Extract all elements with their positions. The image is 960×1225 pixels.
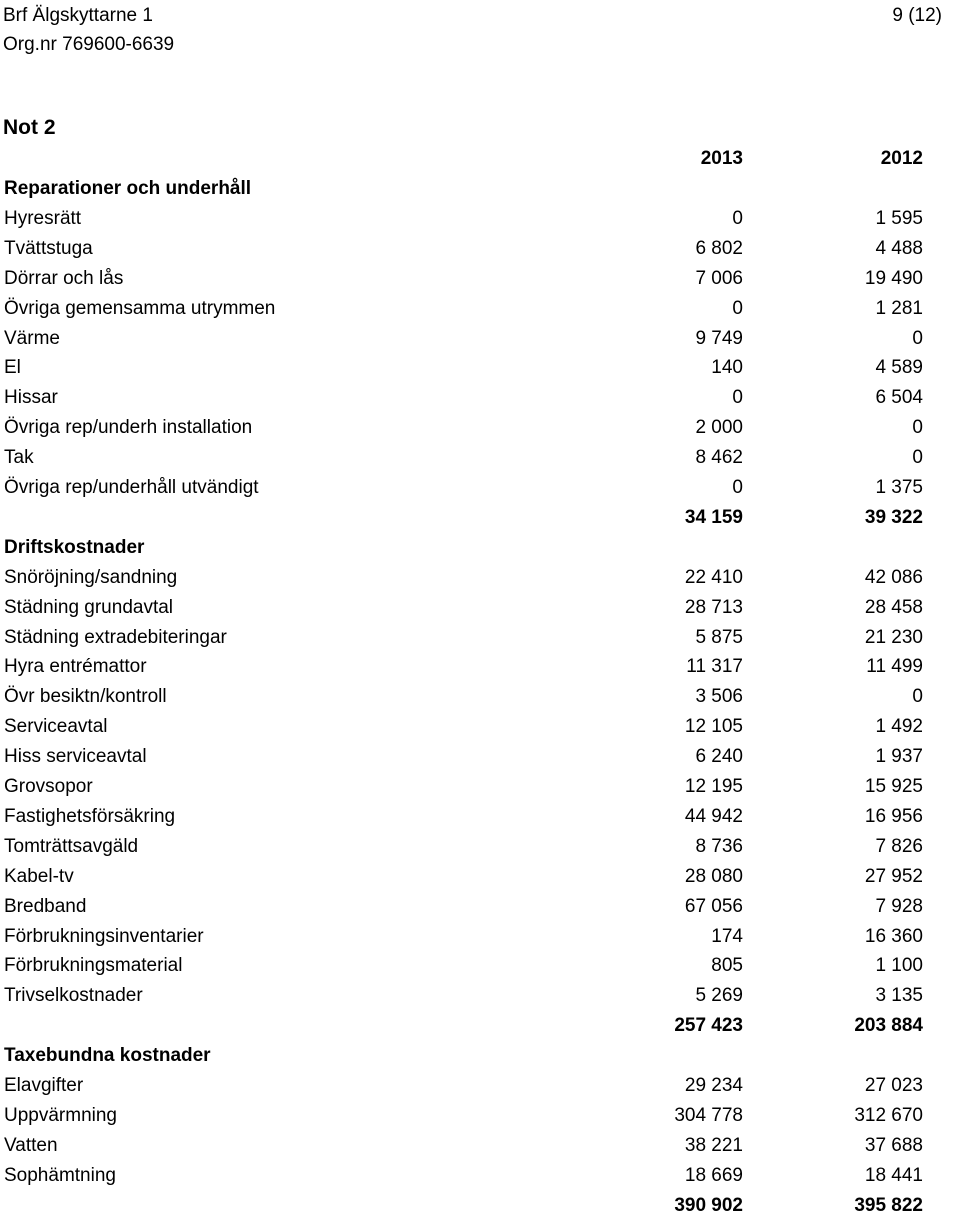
row-label: Hyra entrémattor [4, 656, 147, 678]
table-row [0, 1075, 960, 1105]
value-2012: 312 670 [854, 1104, 923, 1126]
row-label: Bredband [4, 895, 87, 917]
row-label: Hissar [4, 387, 58, 409]
year-2013-header: 2013 [700, 148, 743, 169]
row-label: Övr besiktn/kontroll [4, 686, 167, 708]
table-row [0, 357, 960, 387]
value-2013: 0 [732, 297, 743, 319]
table-row [0, 776, 960, 806]
section-title: Taxebundna kostnader [4, 1045, 211, 1067]
table-row [0, 716, 960, 746]
row-label: Tak [4, 447, 34, 469]
table-row [0, 1105, 960, 1135]
row-label: Övriga rep/underh installation [4, 417, 253, 439]
value-2013: 9 749 [695, 327, 743, 349]
value-2013: 6 240 [695, 746, 743, 768]
table-row [0, 926, 960, 956]
section-title-row [0, 178, 960, 208]
row-label: Hiss serviceavtal [4, 746, 147, 768]
total-2013: 257 423 [674, 1015, 743, 1037]
value-2013: 5 269 [695, 985, 743, 1007]
value-2013: 3 506 [695, 686, 743, 708]
row-label: Städning extradebiteringar [4, 626, 227, 648]
value-2013: 140 [711, 357, 743, 379]
value-2013: 12 195 [684, 776, 743, 797]
value-2012: 7 826 [875, 835, 923, 857]
table-row [0, 627, 960, 657]
value-2012: 4 589 [875, 357, 923, 379]
row-label: Trivselkostnader [4, 985, 143, 1007]
table-row [0, 806, 960, 836]
table-row [0, 896, 960, 926]
value-2012: 4 488 [875, 237, 923, 259]
table-row [0, 836, 960, 866]
row-label: Övriga rep/underhåll utvändigt [4, 477, 259, 498]
value-2012: 11 499 [866, 656, 923, 678]
row-label: Värme [4, 327, 60, 349]
value-2013: 2 000 [695, 417, 743, 439]
row-label: Förbrukningsinventarier [4, 925, 204, 947]
table-row [0, 387, 960, 417]
value-2013: 18 669 [684, 1164, 743, 1186]
row-label: Tvättstuga [4, 237, 93, 259]
year-2012-header: 2012 [880, 148, 923, 169]
table-row [0, 447, 960, 477]
value-2013: 28 080 [684, 865, 743, 887]
row-label: Övriga gemensamma utrymmen [4, 297, 276, 319]
table-row [0, 298, 960, 328]
table-row [0, 656, 960, 686]
value-2013: 11 317 [686, 656, 743, 678]
value-2012: 16 956 [864, 805, 923, 827]
row-label: Tomträttsavgäld [4, 835, 139, 857]
value-2012: 42 086 [864, 566, 923, 588]
value-2012: 1 281 [875, 297, 923, 319]
value-2013: 0 [732, 207, 743, 229]
total-2012: 395 822 [854, 1194, 923, 1216]
section-total-row [0, 1195, 960, 1225]
row-label: Vatten [4, 1134, 58, 1156]
total-2013: 390 902 [674, 1194, 743, 1216]
value-2013: 38 221 [684, 1134, 743, 1156]
page-number: 9 (12) [892, 5, 942, 26]
value-2012: 28 458 [864, 596, 923, 618]
table-row [0, 208, 960, 238]
value-2012: 16 360 [864, 925, 923, 947]
row-label: Serviceavtal [4, 716, 108, 738]
company-name: Brf Älgskyttarne 1 [3, 5, 153, 26]
value-2012: 21 230 [864, 626, 923, 648]
value-2012: 27 952 [864, 865, 923, 887]
value-2013: 12 105 [684, 716, 743, 738]
row-label: Hyresrätt [4, 207, 82, 229]
value-2012: 19 490 [864, 267, 923, 289]
row-label: Kabel-tv [4, 865, 74, 887]
section-title-row [0, 1045, 960, 1075]
row-label: Städning grundavtal [4, 596, 174, 618]
value-2012: 0 [912, 417, 923, 439]
value-2012: 18 441 [864, 1164, 923, 1186]
value-2013: 28 713 [684, 596, 743, 618]
section-title: Driftskostnader [4, 536, 145, 558]
row-label: Snöröjning/sandning [4, 566, 178, 588]
table-row [0, 238, 960, 268]
value-2013: 22 410 [684, 566, 743, 588]
value-2013: 304 778 [674, 1104, 743, 1126]
value-2013: 5 875 [695, 626, 743, 648]
total-2013: 34 159 [684, 506, 743, 528]
row-label: Fastighetsförsäkring [4, 805, 176, 827]
table-row [0, 477, 960, 507]
row-label: Förbrukningsmaterial [4, 955, 183, 977]
row-label: Dörrar och lås [4, 267, 124, 289]
value-2013: 44 942 [684, 805, 743, 827]
value-2012: 0 [912, 686, 923, 708]
value-2012: 37 688 [864, 1134, 923, 1156]
value-2012: 3 135 [875, 985, 923, 1007]
row-label: Grovsopor [4, 776, 93, 797]
table-row [0, 866, 960, 896]
value-2013: 7 006 [695, 267, 743, 289]
table-row [0, 1165, 960, 1195]
table-row [0, 417, 960, 447]
value-2013: 0 [732, 477, 743, 498]
org-number: Org.nr 769600-6639 [3, 34, 175, 55]
value-2013: 8 736 [695, 835, 743, 857]
value-2013: 0 [732, 387, 743, 409]
value-2012: 7 928 [875, 895, 923, 917]
table-row [0, 985, 960, 1015]
value-2012: 1 100 [875, 955, 923, 977]
section-title-row [0, 537, 960, 567]
total-2012: 203 884 [854, 1015, 923, 1037]
value-2013: 29 234 [684, 1075, 743, 1096]
row-label: El [4, 357, 21, 379]
value-2013: 67 056 [684, 895, 743, 917]
section-total-row [0, 507, 960, 537]
value-2012: 1 375 [875, 477, 923, 498]
value-2013: 174 [711, 925, 743, 947]
table-row [0, 268, 960, 298]
row-label: Elavgifter [4, 1075, 84, 1096]
value-2012: 0 [912, 447, 923, 469]
value-2012: 27 023 [864, 1075, 923, 1096]
table-row [0, 1135, 960, 1165]
note-title: Not 2 [3, 116, 56, 139]
value-2013: 805 [711, 955, 743, 977]
table-row [0, 955, 960, 985]
section-title: Reparationer och underhåll [4, 178, 252, 199]
value-2012: 0 [912, 327, 923, 349]
value-2012: 15 925 [864, 776, 923, 797]
value-2013: 8 462 [695, 447, 743, 469]
table-row [0, 567, 960, 597]
value-2012: 1 937 [875, 746, 923, 768]
table-row [0, 597, 960, 627]
table-row [0, 328, 960, 358]
value-2013: 6 802 [695, 237, 743, 259]
value-2012: 6 504 [875, 387, 923, 409]
value-2012: 1 595 [875, 207, 923, 229]
value-2012: 1 492 [875, 716, 923, 738]
year-header-row [0, 148, 960, 178]
row-label: Sophämtning [4, 1164, 116, 1186]
total-2012: 39 322 [864, 506, 923, 528]
table-row [0, 686, 960, 716]
table-row [0, 746, 960, 776]
section-total-row [0, 1015, 960, 1045]
row-label: Uppvärmning [4, 1104, 117, 1126]
